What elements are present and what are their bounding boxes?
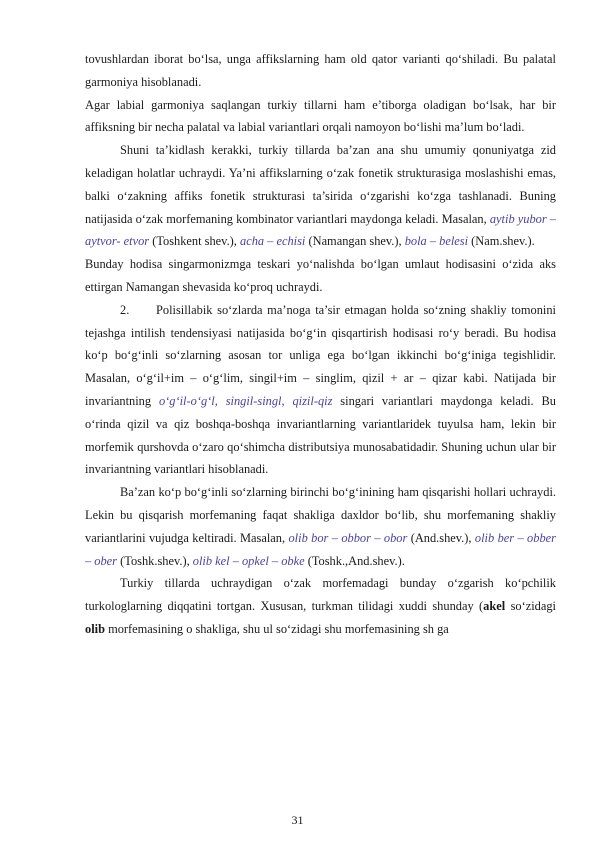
example-olib-ber: olib ber – obber – ober: [85, 530, 556, 568]
paragraph-6-text-3: (Toshk.shev.),: [117, 553, 193, 568]
paragraph-6: [85, 481, 556, 572]
paragraph-2: Agar labial garmoniya saqlangan turkiy tillarni ham e’tiborga oladigan bo‘lsak, har bir affiksning bir necha palatal va labial variantlari orqali namoyon bo‘lishi ma’lum bo‘ladi.: [85, 97, 556, 135]
example-ogil: o‘g‘il-o‘g‘l, singil-singl, qizil-qiz: [158, 393, 333, 408]
paragraph-7: [85, 572, 556, 640]
paragraph-7-text-1: Turkiy tillarda uchraydigan o‘zak morfemadagi bunday o‘zgarish ko‘pchilik turkologlarning diqqatini tortgan. Xususan, turkman tilidagi xuddi shunday (: [85, 576, 556, 614]
example-acha: acha – echisi: [240, 234, 306, 249]
bold-akel: akel: [483, 599, 506, 614]
list-number: 2.: [120, 302, 130, 317]
paragraph-3-text-4: (Nam.shev.).: [468, 234, 535, 249]
paragraph-6-text-2: (And.shev.),: [407, 530, 475, 545]
paragraph-3-text-1: Shuni ta’kidlash kerakki, turkiy tillarda ba’zan ana shu umumiy qonuniyatga zid keladigan holatlar uchraydi. Ya’ni affikslarning o‘zak fonetik strukturasiga moslashishi emas, balki o‘zakning affiks fonetik strukturasi ta’sirida o‘zgarishi ko‘zga tashlanadi. Buning natijasida o‘zak morfemaning kombinator variantlari maydonga keladi. Masalan,: [85, 143, 556, 226]
paragraph-5: [85, 299, 556, 481]
paragraph-3: [85, 139, 556, 253]
paragraph-7-text-2: so‘zidagi: [505, 599, 556, 614]
paragraph-6-text-1: Ba’zan ko‘p bo‘g‘inli so‘zlarning birinchi bo‘g‘inining ham qisqarishi hollari uchraydi. Lekin bu qisqarish morfemaning faqat shakliga daxldor bo‘lib, shu morfemaning shakliy variantlarini vujudga keltiradi. Masalan,: [85, 485, 556, 545]
paragraph-5-text-2: singari variantlari maydonga keladi. Bu o‘rinda qizil va qiz boshqa-boshqa invariantlarning variantlaridek tuyulsa ham, lekin bir morfemik qurshovda o‘zaro qo‘shimcha distributsiya munosabatidadir. Shuning uchun ular bir invariantning variantlari hisoblanadi.: [85, 393, 556, 477]
paragraph-4: Bunday hodisa singarmonizmga teskari yo‘nalishda bo‘lgan umlaut hodisasini o‘zida aks ettirgan Namangan shevasida ko‘proq uchraydi.: [85, 257, 556, 294]
paragraph-3-text-3: (Namangan shev.),: [305, 234, 405, 249]
example-olib-kel: olib kel – opkel – obke: [192, 553, 305, 568]
page-number: 31: [291, 813, 304, 827]
paragraph-5-text-1: Polisillabik so‘zlarda ma’noga ta’sir etmagan holda so‘zning shakliy tomonini tejashga intilish tendensiyasi natijasida bo‘g‘in qisqartirish hodisasi ro‘y beradi. Bu hodisa ko‘p bo‘g‘inli so‘zlarning asosan tor unliga ega bo‘lgan ikkinchi bo‘g‘iniga tegishlidir. Masalan, o‘g‘il+im – o‘g‘lim, singil+im – singlim, qizil + ar – qizar kabi. Natijada bir invariantning: [85, 302, 556, 408]
example-aytib-yubor: aytib yubor – aytvor- etvor: [85, 211, 556, 249]
example-olib-bor: olib bor – obbor – obor: [288, 530, 408, 545]
paragraph-3-text-2: (Toshkent shev.),: [149, 234, 240, 249]
paragraph-6-text-4: (Toshk.,And.shev.).: [304, 553, 405, 568]
example-bola: bola – belesi: [404, 234, 469, 249]
paragraph-7-text-3: morfemasining o shakliga, shu ul so‘zidagi shu morfemasining sh ga: [104, 621, 449, 636]
bold-olib: olib: [85, 621, 105, 636]
document-page: [85, 48, 556, 641]
paragraph-1: tovushlardan iborat bo‘lsa, unga affikslarning ham old qator varianti qo‘shiladi. Bu palatal garmoniya hisoblanadi.: [85, 52, 556, 89]
